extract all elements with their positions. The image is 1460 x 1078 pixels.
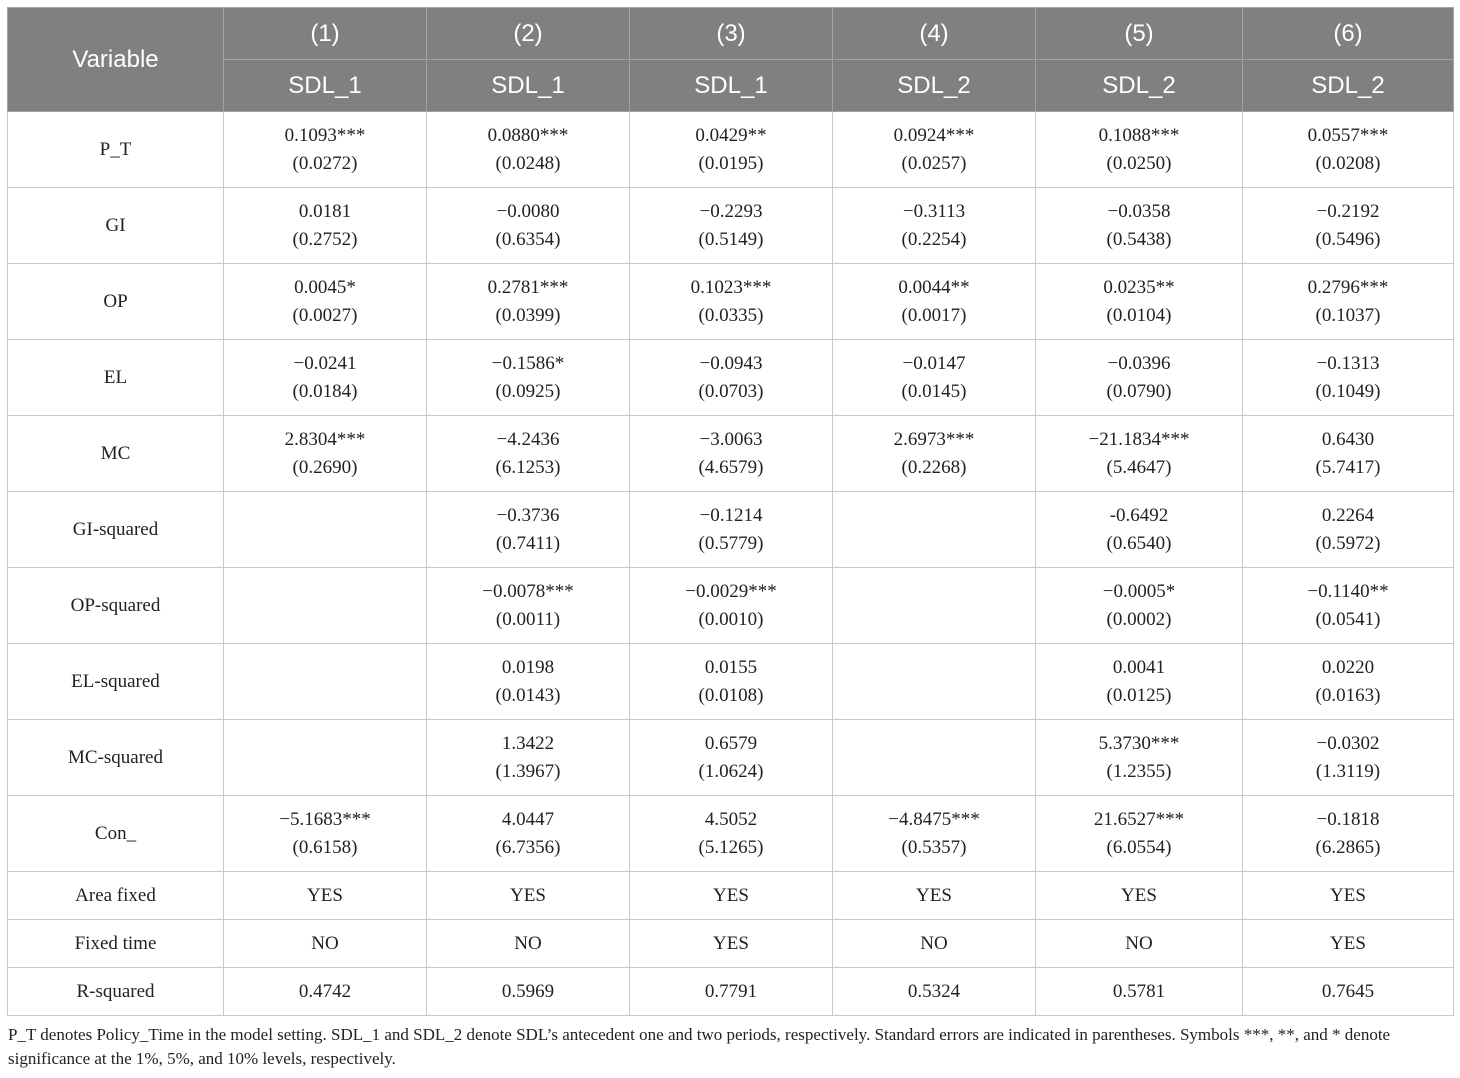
value-cell: YES [1243, 920, 1454, 968]
estimate-cell [224, 112, 427, 188]
standard-error: (0.0011) [495, 608, 561, 630]
estimate-cell [1036, 720, 1243, 796]
standard-error: (6.1253) [495, 456, 561, 478]
value-cell: 0.4742 [224, 968, 427, 1016]
coefficient: −0.0241 [293, 352, 357, 374]
variable-label: Con_ [8, 796, 224, 872]
table-row [8, 188, 1454, 264]
standard-error: (0.0248) [495, 152, 561, 174]
coefficient: 2.8304*** [284, 428, 366, 450]
coefficient: 0.0429** [695, 124, 767, 146]
coefficient: 21.6527*** [1093, 808, 1185, 830]
standard-error: (0.0250) [1106, 152, 1172, 174]
table-footnote: P_T denotes Policy_Time in the model setting. SDL_1 and SDL_2 denote SDL’s antecedent one and two periods, respectively. Standard errors are indicated in parentheses. Symbols ***, **, and * denote significance at the 1%, 5%, and 10% levels, respectively. [8, 1025, 1391, 1068]
variable-label: GI [8, 188, 224, 264]
value-cell: NO [224, 920, 427, 968]
coefficient: −4.8475*** [888, 808, 980, 830]
estimate-cell [630, 340, 833, 416]
coefficient: -0.6492 [1109, 504, 1169, 526]
coefficient: 0.0155 [704, 656, 758, 678]
coefficient: −0.1214 [699, 504, 763, 526]
standard-error: (0.6354) [495, 228, 561, 250]
coefficient: −0.0147 [902, 352, 966, 374]
variable-label: R-squared [8, 968, 224, 1016]
standard-error: (0.1037) [1315, 304, 1381, 326]
standard-error: (0.0272) [292, 152, 358, 174]
column-number-header: (4) [833, 8, 1036, 60]
estimate-cell [1243, 340, 1454, 416]
coefficient: 4.0447 [501, 808, 555, 830]
coefficient: −0.0005* [1102, 580, 1176, 602]
variable-label: Fixed time [8, 920, 224, 968]
estimate-cell [224, 720, 427, 796]
estimate-cell [833, 720, 1036, 796]
standard-error: (0.0002) [1106, 608, 1172, 630]
estimate-cell [224, 644, 427, 720]
dependent-variable-header: SDL_1 [630, 60, 833, 112]
coefficient: 2.6973*** [893, 428, 975, 450]
table-row [8, 968, 1454, 1016]
value-cell: YES [833, 872, 1036, 920]
standard-error: (1.0624) [698, 760, 764, 782]
regression-table [7, 7, 1454, 1016]
estimate-cell [1243, 188, 1454, 264]
variable-label: MC-squared [8, 720, 224, 796]
standard-error: (0.0195) [698, 152, 764, 174]
estimate-cell [224, 568, 427, 644]
table-row [8, 340, 1454, 416]
standard-error: (0.2254) [901, 228, 967, 250]
estimate-cell [630, 720, 833, 796]
standard-error: (0.0184) [292, 380, 358, 402]
estimate-cell [427, 568, 630, 644]
value-cell: NO [833, 920, 1036, 968]
standard-error: (0.0143) [495, 684, 561, 706]
coefficient: −5.1683*** [279, 808, 371, 830]
estimate-cell [630, 416, 833, 492]
estimate-cell [224, 492, 427, 568]
estimate-cell [427, 644, 630, 720]
table-row [8, 568, 1454, 644]
estimate-cell [630, 264, 833, 340]
estimate-cell [630, 796, 833, 872]
estimate-cell [630, 568, 833, 644]
estimate-cell [1243, 416, 1454, 492]
standard-error: (0.7411) [495, 532, 561, 554]
column-number-header: (5) [1036, 8, 1243, 60]
variable-label: P_T [8, 112, 224, 188]
value-cell: YES [1036, 872, 1243, 920]
estimate-cell [427, 264, 630, 340]
estimate-cell [1243, 644, 1454, 720]
variable-label: EL [8, 340, 224, 416]
standard-error: (5.4647) [1106, 456, 1172, 478]
estimate-cell [1036, 264, 1243, 340]
variable-label: GI-squared [8, 492, 224, 568]
estimate-cell [630, 112, 833, 188]
coefficient: 0.0045* [294, 276, 356, 298]
coefficient: −0.1313 [1316, 352, 1380, 374]
value-cell: NO [1036, 920, 1243, 968]
table-row [8, 644, 1454, 720]
coefficient: 0.2264 [1321, 504, 1375, 526]
standard-error: (0.6540) [1106, 532, 1172, 554]
coefficient: −0.0358 [1107, 200, 1171, 222]
estimate-cell [1036, 796, 1243, 872]
standard-error: (4.6579) [698, 456, 764, 478]
coefficient: 1.3422 [501, 732, 555, 754]
estimate-cell [224, 264, 427, 340]
coefficient: −0.3113 [902, 200, 966, 222]
table-header [8, 8, 1454, 112]
estimate-cell [833, 644, 1036, 720]
standard-error: (0.0104) [1106, 304, 1172, 326]
standard-error: (0.0125) [1106, 684, 1172, 706]
standard-error: (0.0208) [1315, 152, 1381, 174]
standard-error: (0.2752) [292, 228, 358, 250]
table-body [8, 112, 1454, 1016]
value-cell: YES [630, 920, 833, 968]
estimate-cell [224, 416, 427, 492]
estimate-cell [833, 188, 1036, 264]
coefficient: −0.0943 [699, 352, 763, 374]
coefficient: −0.3736 [496, 504, 560, 526]
estimate-cell [1243, 796, 1454, 872]
standard-error: (0.0541) [1315, 608, 1381, 630]
standard-error: (0.0925) [495, 380, 561, 402]
coefficient: −0.2192 [1316, 200, 1380, 222]
coefficient: −0.0078*** [482, 580, 574, 602]
standard-error: (5.1265) [698, 836, 764, 858]
coefficient: 0.1023*** [690, 276, 772, 298]
estimate-cell [630, 644, 833, 720]
estimate-cell [427, 112, 630, 188]
coefficient: −0.1140** [1307, 580, 1389, 602]
standard-error: (0.0017) [901, 304, 967, 326]
estimate-cell [427, 492, 630, 568]
standard-error: (0.5149) [698, 228, 764, 250]
standard-error: (0.1049) [1315, 380, 1381, 402]
estimate-cell [1036, 568, 1243, 644]
estimate-cell [1243, 568, 1454, 644]
estimate-cell [224, 796, 427, 872]
standard-error: (0.0027) [292, 304, 358, 326]
coefficient: −4.2436 [496, 428, 560, 450]
estimate-cell [833, 492, 1036, 568]
coefficient: 0.0924*** [893, 124, 975, 146]
coefficient: 0.2796*** [1307, 276, 1389, 298]
coefficient: 5.3730*** [1098, 732, 1180, 754]
standard-error: (6.0554) [1106, 836, 1172, 858]
estimate-cell [833, 264, 1036, 340]
coefficient: 0.6579 [704, 732, 758, 754]
standard-error: (1.3967) [495, 760, 561, 782]
coefficient: −0.2293 [699, 200, 763, 222]
coefficient: 0.0041 [1112, 656, 1166, 678]
standard-error: (1.3119) [1315, 760, 1381, 782]
standard-error: (0.2268) [901, 456, 967, 478]
table-row [8, 416, 1454, 492]
estimate-cell [1243, 264, 1454, 340]
estimate-cell [1243, 720, 1454, 796]
variable-label: EL-squared [8, 644, 224, 720]
coefficient: −0.0302 [1316, 732, 1380, 754]
table-row [8, 720, 1454, 796]
estimate-cell [630, 492, 833, 568]
standard-error: (0.0703) [698, 380, 764, 402]
dependent-variable-header: SDL_2 [833, 60, 1036, 112]
value-cell: YES [1243, 872, 1454, 920]
estimate-cell [1036, 112, 1243, 188]
standard-error: (0.5357) [901, 836, 967, 858]
estimate-cell [1243, 492, 1454, 568]
estimate-cell [427, 416, 630, 492]
estimate-cell [833, 416, 1036, 492]
table-row [8, 112, 1454, 188]
dependent-variable-header: SDL_1 [224, 60, 427, 112]
estimate-cell [427, 340, 630, 416]
coefficient: −21.1834*** [1088, 428, 1190, 450]
value-cell: NO [427, 920, 630, 968]
coefficient: −0.1586* [491, 352, 565, 374]
coefficient: −0.0396 [1107, 352, 1171, 374]
estimate-cell [833, 796, 1036, 872]
table-row [8, 264, 1454, 340]
coefficient: −0.0029*** [685, 580, 777, 602]
standard-error: (6.7356) [495, 836, 561, 858]
standard-error: (0.0257) [901, 152, 967, 174]
coefficient: 0.0044** [898, 276, 970, 298]
standard-error: (0.5972) [1315, 532, 1381, 554]
estimate-cell [630, 188, 833, 264]
value-cell: YES [224, 872, 427, 920]
standard-error: (0.0108) [698, 684, 764, 706]
estimate-cell [1036, 340, 1243, 416]
standard-error: (0.0145) [901, 380, 967, 402]
coefficient: 4.5052 [704, 808, 758, 830]
estimate-cell [833, 340, 1036, 416]
coefficient: −0.1818 [1316, 808, 1380, 830]
table-row [8, 492, 1454, 568]
estimate-cell [1036, 416, 1243, 492]
estimate-cell [1036, 492, 1243, 568]
variable-header: Variable [8, 8, 224, 112]
coefficient: 0.0181 [298, 200, 352, 222]
dependent-variable-header: SDL_2 [1243, 60, 1454, 112]
value-cell: YES [427, 872, 630, 920]
coefficient: 0.1093*** [284, 124, 366, 146]
estimate-cell [427, 720, 630, 796]
variable-label: OP [8, 264, 224, 340]
standard-error: (0.6158) [292, 836, 358, 858]
standard-error: (0.5496) [1315, 228, 1381, 250]
standard-error: (0.0010) [698, 608, 764, 630]
estimate-cell [1036, 644, 1243, 720]
table-row [8, 920, 1454, 968]
column-number-header: (1) [224, 8, 427, 60]
table-row [8, 872, 1454, 920]
value-cell: 0.5781 [1036, 968, 1243, 1016]
coefficient: 0.2781*** [487, 276, 569, 298]
value-cell: YES [630, 872, 833, 920]
standard-error: (0.5779) [698, 532, 764, 554]
coefficient: 0.0198 [501, 656, 555, 678]
estimate-cell [833, 568, 1036, 644]
coefficient: 0.6430 [1321, 428, 1375, 450]
standard-error: (6.2865) [1315, 836, 1381, 858]
value-cell: 0.5969 [427, 968, 630, 1016]
estimate-cell [427, 796, 630, 872]
value-cell: 0.5324 [833, 968, 1036, 1016]
coefficient: 0.0235** [1103, 276, 1175, 298]
standard-error: (0.0163) [1315, 684, 1381, 706]
estimate-cell [1036, 188, 1243, 264]
coefficient: 0.0557*** [1307, 124, 1389, 146]
variable-label: Area fixed [8, 872, 224, 920]
standard-error: (1.2355) [1106, 760, 1172, 782]
standard-error: (0.0790) [1106, 380, 1172, 402]
column-number-header: (2) [427, 8, 630, 60]
estimate-cell [224, 188, 427, 264]
column-number-header: (3) [630, 8, 833, 60]
standard-error: (0.2690) [292, 456, 358, 478]
coefficient: −3.0063 [699, 428, 763, 450]
variable-label: OP-squared [8, 568, 224, 644]
coefficient: −0.0080 [496, 200, 560, 222]
dependent-variable-header: SDL_2 [1036, 60, 1243, 112]
value-cell: 0.7645 [1243, 968, 1454, 1016]
coefficient: 0.1088*** [1098, 124, 1180, 146]
estimate-cell [833, 112, 1036, 188]
dependent-variable-header: SDL_1 [427, 60, 630, 112]
estimate-cell [427, 188, 630, 264]
coefficient: 0.0220 [1321, 656, 1375, 678]
standard-error: (5.7417) [1315, 456, 1381, 478]
estimate-cell [224, 340, 427, 416]
standard-error: (0.0399) [495, 304, 561, 326]
standard-error: (0.0335) [698, 304, 764, 326]
standard-error: (0.5438) [1106, 228, 1172, 250]
variable-label: MC [8, 416, 224, 492]
coefficient: 0.0880*** [487, 124, 569, 146]
value-cell: 0.7791 [630, 968, 833, 1016]
column-number-header: (6) [1243, 8, 1454, 60]
table-row [8, 796, 1454, 872]
estimate-cell [1243, 112, 1454, 188]
